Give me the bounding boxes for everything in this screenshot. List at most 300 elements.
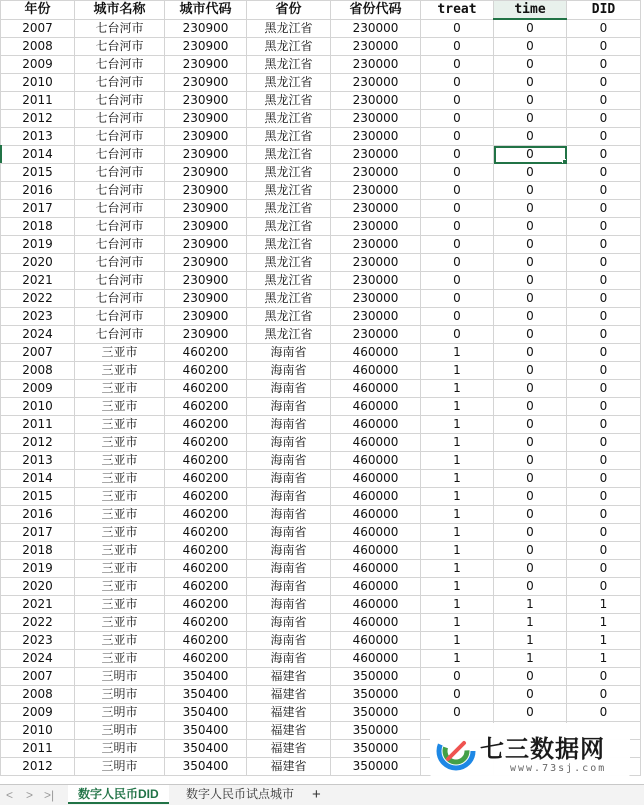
table-cell[interactable]: 2024 xyxy=(1,650,75,668)
table-cell[interactable]: 230000 xyxy=(331,19,421,38)
table-cell[interactable]: 230000 xyxy=(331,56,421,74)
table-cell[interactable]: 0 xyxy=(567,704,641,722)
table-cell[interactable]: 七台河市 xyxy=(75,254,165,272)
table-cell[interactable]: 七台河市 xyxy=(75,19,165,38)
table-cell[interactable]: 0 xyxy=(567,326,641,344)
table-cell[interactable]: 0 xyxy=(494,38,567,56)
table-cell[interactable]: 0 xyxy=(494,470,567,488)
table-cell[interactable]: 230900 xyxy=(165,146,247,164)
table-cell[interactable]: 350000 xyxy=(331,758,421,776)
table-cell[interactable]: 460200 xyxy=(165,578,247,596)
table-cell[interactable]: 0 xyxy=(421,200,494,218)
table-cell[interactable]: 海南省 xyxy=(247,362,331,380)
table-cell[interactable]: 2016 xyxy=(1,182,75,200)
table-cell[interactable]: 海南省 xyxy=(247,650,331,668)
table-cell[interactable]: 三亚市 xyxy=(75,614,165,632)
table-cell[interactable]: 0 xyxy=(567,380,641,398)
table-cell[interactable]: 350000 xyxy=(331,686,421,704)
table-cell[interactable]: 黑龙江省 xyxy=(247,110,331,128)
column-header-1[interactable]: 年份 xyxy=(1,1,75,20)
table-cell[interactable]: 460000 xyxy=(331,578,421,596)
table-cell[interactable]: 0 xyxy=(494,200,567,218)
table-cell[interactable]: 230000 xyxy=(331,128,421,146)
table-cell[interactable]: 350400 xyxy=(165,758,247,776)
table-cell[interactable]: 黑龙江省 xyxy=(247,254,331,272)
table-cell[interactable]: 海南省 xyxy=(247,434,331,452)
table-cell[interactable]: 460200 xyxy=(165,344,247,362)
table-cell[interactable]: 0 xyxy=(494,524,567,542)
table-cell[interactable]: 0 xyxy=(567,686,641,704)
table-cell[interactable]: 230900 xyxy=(165,56,247,74)
table-cell[interactable]: 1 xyxy=(421,488,494,506)
table-cell[interactable]: 230000 xyxy=(331,38,421,56)
table-cell[interactable]: 0 xyxy=(494,164,567,182)
table-cell[interactable]: 2013 xyxy=(1,128,75,146)
table-cell[interactable]: 2007 xyxy=(1,668,75,686)
table-cell[interactable]: 460000 xyxy=(331,650,421,668)
table-cell[interactable]: 0 xyxy=(494,326,567,344)
table-cell[interactable]: 0 xyxy=(567,434,641,452)
table-cell[interactable]: 0 xyxy=(567,668,641,686)
table-cell[interactable]: 三亚市 xyxy=(75,524,165,542)
table-cell[interactable]: 230000 xyxy=(331,200,421,218)
table-cell[interactable]: 三亚市 xyxy=(75,578,165,596)
table-cell[interactable]: 2023 xyxy=(1,308,75,326)
table-cell[interactable]: 2008 xyxy=(1,38,75,56)
table-cell[interactable]: 0 xyxy=(494,560,567,578)
table-cell[interactable]: 2012 xyxy=(1,434,75,452)
table-cell[interactable]: 460000 xyxy=(331,596,421,614)
table-cell[interactable]: 0 xyxy=(421,128,494,146)
table-cell[interactable]: 0 xyxy=(421,19,494,38)
table-cell[interactable]: 0 xyxy=(567,56,641,74)
table-cell[interactable]: 黑龙江省 xyxy=(247,236,331,254)
table-cell[interactable]: 230000 xyxy=(331,146,421,164)
table-cell[interactable]: 海南省 xyxy=(247,488,331,506)
table-cell[interactable]: 1 xyxy=(494,632,567,650)
table-cell[interactable]: 0 xyxy=(567,308,641,326)
table-cell[interactable]: 2008 xyxy=(1,362,75,380)
table-cell[interactable]: 0 xyxy=(494,290,567,308)
tab-sheet-did[interactable]: 数字人民币DID xyxy=(68,785,169,804)
table-cell[interactable]: 三亚市 xyxy=(75,434,165,452)
table-cell[interactable]: 福建省 xyxy=(247,722,331,740)
table-cell[interactable]: 460000 xyxy=(331,614,421,632)
table-cell[interactable]: 460200 xyxy=(165,596,247,614)
column-header-7[interactable]: time xyxy=(494,1,567,20)
table-cell[interactable]: 七台河市 xyxy=(75,308,165,326)
table-cell[interactable]: 230000 xyxy=(331,182,421,200)
table-cell[interactable]: 2015 xyxy=(1,488,75,506)
table-cell[interactable]: 2012 xyxy=(1,758,75,776)
table-cell[interactable]: 0 xyxy=(567,506,641,524)
table-cell[interactable]: 2023 xyxy=(1,632,75,650)
table-cell[interactable]: 0 xyxy=(494,308,567,326)
table-cell[interactable]: 黑龙江省 xyxy=(247,290,331,308)
table-cell[interactable]: 230900 xyxy=(165,272,247,290)
table-cell[interactable]: 0 xyxy=(494,56,567,74)
table-cell[interactable]: 七台河市 xyxy=(75,74,165,92)
table-cell[interactable]: 230000 xyxy=(331,110,421,128)
table-cell[interactable]: 0 xyxy=(421,56,494,74)
table-cell[interactable]: 230900 xyxy=(165,290,247,308)
table-cell[interactable]: 黑龙江省 xyxy=(247,200,331,218)
table-cell[interactable]: 460000 xyxy=(331,542,421,560)
table-cell[interactable]: 三亚市 xyxy=(75,362,165,380)
table-cell[interactable]: 230900 xyxy=(165,19,247,38)
table-cell[interactable]: 海南省 xyxy=(247,398,331,416)
table-cell[interactable]: 1 xyxy=(421,632,494,650)
table-cell[interactable]: 2022 xyxy=(1,614,75,632)
table-cell[interactable]: 230000 xyxy=(331,92,421,110)
table-cell[interactable]: 350400 xyxy=(165,686,247,704)
table-cell[interactable]: 1 xyxy=(421,452,494,470)
table-cell[interactable]: 2021 xyxy=(1,272,75,290)
table-cell[interactable]: 0 xyxy=(421,92,494,110)
table-cell[interactable]: 黑龙江省 xyxy=(247,218,331,236)
table-cell[interactable]: 1 xyxy=(494,650,567,668)
table-cell[interactable]: 230900 xyxy=(165,110,247,128)
table-cell[interactable]: 460000 xyxy=(331,416,421,434)
table-cell[interactable]: 460000 xyxy=(331,506,421,524)
table-cell[interactable]: 0 xyxy=(421,110,494,128)
table-cell[interactable]: 230000 xyxy=(331,254,421,272)
table-cell[interactable]: 0 xyxy=(567,74,641,92)
table-cell[interactable]: 460200 xyxy=(165,398,247,416)
table-cell[interactable]: 460000 xyxy=(331,344,421,362)
table-cell[interactable]: 2022 xyxy=(1,290,75,308)
table-cell[interactable]: 七台河市 xyxy=(75,272,165,290)
table-cell[interactable]: 2021 xyxy=(1,596,75,614)
table-cell[interactable]: 1 xyxy=(421,650,494,668)
table-cell[interactable]: 黑龙江省 xyxy=(247,164,331,182)
table-cell[interactable]: 1 xyxy=(421,560,494,578)
table-cell[interactable]: 2013 xyxy=(1,452,75,470)
table-cell[interactable]: 2009 xyxy=(1,704,75,722)
table-cell[interactable]: 350000 xyxy=(331,668,421,686)
table-cell[interactable]: 0 xyxy=(494,254,567,272)
table-cell[interactable]: 三明市 xyxy=(75,722,165,740)
table-cell[interactable]: 460200 xyxy=(165,506,247,524)
table-cell[interactable]: 350400 xyxy=(165,740,247,758)
table-cell[interactable]: 2011 xyxy=(1,92,75,110)
table-cell[interactable]: 海南省 xyxy=(247,596,331,614)
table-cell[interactable]: 0 xyxy=(494,398,567,416)
table-cell[interactable]: 海南省 xyxy=(247,452,331,470)
table-cell[interactable]: 230000 xyxy=(331,272,421,290)
table-cell[interactable]: 0 xyxy=(421,146,494,164)
table-cell[interactable]: 三亚市 xyxy=(75,632,165,650)
table-cell[interactable]: 460000 xyxy=(331,380,421,398)
table-cell[interactable]: 0 xyxy=(494,92,567,110)
table-cell[interactable]: 0 xyxy=(421,326,494,344)
table-cell[interactable]: 460200 xyxy=(165,614,247,632)
table-cell[interactable]: 1 xyxy=(567,632,641,650)
table-cell[interactable]: 230900 xyxy=(165,218,247,236)
table-cell[interactable]: 2012 xyxy=(1,110,75,128)
table-cell[interactable]: 0 xyxy=(567,362,641,380)
table-cell[interactable]: 七台河市 xyxy=(75,110,165,128)
table-cell[interactable]: 230900 xyxy=(165,182,247,200)
table-cell[interactable]: 七台河市 xyxy=(75,218,165,236)
table-cell[interactable]: 三亚市 xyxy=(75,344,165,362)
table-cell[interactable]: 460200 xyxy=(165,650,247,668)
table-cell[interactable]: 0 xyxy=(494,686,567,704)
table-cell[interactable]: 七台河市 xyxy=(75,146,165,164)
table-cell[interactable]: 0 xyxy=(567,254,641,272)
table-cell[interactable]: 1 xyxy=(421,362,494,380)
table-cell[interactable]: 1 xyxy=(494,614,567,632)
table-cell[interactable]: 海南省 xyxy=(247,380,331,398)
table-cell[interactable]: 黑龙江省 xyxy=(247,272,331,290)
table-cell[interactable]: 1 xyxy=(567,596,641,614)
table-cell[interactable]: 0 xyxy=(494,344,567,362)
table-cell[interactable]: 230000 xyxy=(331,236,421,254)
table-cell[interactable]: 0 xyxy=(567,19,641,38)
table-cell[interactable]: 2010 xyxy=(1,74,75,92)
table-cell[interactable]: 2017 xyxy=(1,200,75,218)
table-cell[interactable]: 七台河市 xyxy=(75,164,165,182)
table-cell[interactable]: 黑龙江省 xyxy=(247,326,331,344)
table-cell[interactable]: 黑龙江省 xyxy=(247,128,331,146)
table-cell[interactable]: 2015 xyxy=(1,164,75,182)
table-cell[interactable]: 0 xyxy=(494,19,567,38)
table-cell[interactable]: 海南省 xyxy=(247,632,331,650)
table-cell[interactable]: 0 xyxy=(567,164,641,182)
table-cell[interactable]: 0 xyxy=(494,74,567,92)
table-cell[interactable]: 230900 xyxy=(165,38,247,56)
table-cell[interactable]: 0 xyxy=(421,704,494,722)
column-header-3[interactable]: 城市代码 xyxy=(165,1,247,20)
table-cell[interactable]: 230000 xyxy=(331,308,421,326)
table-cell[interactable]: 2017 xyxy=(1,524,75,542)
table-cell[interactable]: 350000 xyxy=(331,740,421,758)
table-cell[interactable]: 350000 xyxy=(331,704,421,722)
table-cell[interactable]: 三亚市 xyxy=(75,560,165,578)
table-cell[interactable]: 1 xyxy=(421,416,494,434)
active-cell[interactable]: 0 xyxy=(494,146,567,164)
table-cell[interactable]: 460200 xyxy=(165,434,247,452)
table-cell[interactable]: 0 xyxy=(567,578,641,596)
table-cell[interactable]: 460200 xyxy=(165,416,247,434)
table-cell[interactable]: 七台河市 xyxy=(75,38,165,56)
table-cell[interactable]: 230900 xyxy=(165,200,247,218)
table-cell[interactable]: 海南省 xyxy=(247,524,331,542)
table-cell[interactable]: 0 xyxy=(421,308,494,326)
table-cell[interactable]: 海南省 xyxy=(247,470,331,488)
table-cell[interactable]: 1 xyxy=(421,344,494,362)
table-cell[interactable]: 0 xyxy=(567,236,641,254)
table-cell[interactable]: 七台河市 xyxy=(75,290,165,308)
table-cell[interactable]: 三明市 xyxy=(75,704,165,722)
table-cell[interactable]: 460200 xyxy=(165,560,247,578)
table-cell[interactable]: 350000 xyxy=(331,722,421,740)
table-cell[interactable]: 黑龙江省 xyxy=(247,38,331,56)
table-cell[interactable]: 230900 xyxy=(165,92,247,110)
table-cell[interactable]: 2020 xyxy=(1,254,75,272)
column-header-2[interactable]: 城市名称 xyxy=(75,1,165,20)
table-cell[interactable]: 2008 xyxy=(1,686,75,704)
table-cell[interactable]: 0 xyxy=(567,182,641,200)
table-cell[interactable]: 0 xyxy=(567,398,641,416)
table-cell[interactable]: 230000 xyxy=(331,290,421,308)
table-cell[interactable]: 三亚市 xyxy=(75,596,165,614)
table-cell[interactable]: 1 xyxy=(421,614,494,632)
table-cell[interactable]: 1 xyxy=(421,398,494,416)
table-cell[interactable]: 三亚市 xyxy=(75,650,165,668)
table-cell[interactable]: 230000 xyxy=(331,74,421,92)
table-cell[interactable]: 0 xyxy=(494,380,567,398)
table-cell[interactable]: 0 xyxy=(567,560,641,578)
table-cell[interactable]: 0 xyxy=(494,434,567,452)
table-cell[interactable]: 黑龙江省 xyxy=(247,74,331,92)
table-cell[interactable]: 1 xyxy=(567,614,641,632)
table-cell[interactable]: 460000 xyxy=(331,362,421,380)
table-cell[interactable]: 三明市 xyxy=(75,758,165,776)
table-cell[interactable]: 1 xyxy=(421,578,494,596)
table-cell[interactable]: 1 xyxy=(494,596,567,614)
table-cell[interactable]: 1 xyxy=(421,596,494,614)
table-cell[interactable]: 0 xyxy=(494,488,567,506)
table-cell[interactable]: 三明市 xyxy=(75,740,165,758)
table-cell[interactable]: 三亚市 xyxy=(75,542,165,560)
table-cell[interactable]: 1 xyxy=(421,524,494,542)
table-cell[interactable]: 460000 xyxy=(331,398,421,416)
table-cell[interactable]: 230900 xyxy=(165,164,247,182)
table-cell[interactable]: 1 xyxy=(421,542,494,560)
table-cell[interactable]: 福建省 xyxy=(247,686,331,704)
table-cell[interactable]: 230900 xyxy=(165,308,247,326)
table-cell[interactable]: 0 xyxy=(421,686,494,704)
table-cell[interactable]: 七台河市 xyxy=(75,182,165,200)
table-cell[interactable]: 海南省 xyxy=(247,578,331,596)
table-cell[interactable]: 0 xyxy=(494,218,567,236)
table-cell[interactable]: 0 xyxy=(494,362,567,380)
table-cell[interactable]: 1 xyxy=(567,650,641,668)
table-cell[interactable]: 0 xyxy=(421,182,494,200)
table-cell[interactable]: 三亚市 xyxy=(75,380,165,398)
table-cell[interactable]: 230000 xyxy=(331,164,421,182)
table-cell[interactable]: 2009 xyxy=(1,56,75,74)
table-cell[interactable]: 0 xyxy=(567,200,641,218)
table-cell[interactable]: 海南省 xyxy=(247,542,331,560)
table-cell[interactable]: 2010 xyxy=(1,398,75,416)
table-cell[interactable]: 0 xyxy=(567,128,641,146)
table-cell[interactable]: 福建省 xyxy=(247,740,331,758)
table-cell[interactable]: 福建省 xyxy=(247,704,331,722)
table-cell[interactable]: 七台河市 xyxy=(75,92,165,110)
table-cell[interactable]: 0 xyxy=(494,128,567,146)
table-cell[interactable]: 海南省 xyxy=(247,344,331,362)
tab-scroll-prev-icon[interactable]: < xyxy=(6,788,14,802)
table-cell[interactable]: 230900 xyxy=(165,326,247,344)
table-cell[interactable]: 2020 xyxy=(1,578,75,596)
table-cell[interactable]: 0 xyxy=(567,542,641,560)
table-cell[interactable]: 三亚市 xyxy=(75,452,165,470)
column-header-6[interactable]: treat xyxy=(421,1,494,20)
tab-scroll-next-icon[interactable]: > xyxy=(26,788,34,802)
table-cell[interactable]: 2007 xyxy=(1,19,75,38)
table-cell[interactable]: 2011 xyxy=(1,740,75,758)
column-header-4[interactable]: 省份 xyxy=(247,1,331,20)
table-cell[interactable]: 福建省 xyxy=(247,758,331,776)
table-cell[interactable]: 460000 xyxy=(331,632,421,650)
table-cell[interactable]: 350400 xyxy=(165,722,247,740)
table-cell[interactable]: 230000 xyxy=(331,218,421,236)
table-cell[interactable]: 七台河市 xyxy=(75,56,165,74)
table-cell[interactable]: 2019 xyxy=(1,560,75,578)
table-cell[interactable]: 七台河市 xyxy=(75,128,165,146)
table-cell[interactable]: 0 xyxy=(567,470,641,488)
table-cell[interactable]: 黑龙江省 xyxy=(247,182,331,200)
table-cell[interactable]: 七台河市 xyxy=(75,326,165,344)
table-cell[interactable]: 460000 xyxy=(331,434,421,452)
table-cell[interactable]: 0 xyxy=(567,38,641,56)
table-cell[interactable]: 2018 xyxy=(1,542,75,560)
table-cell[interactable]: 海南省 xyxy=(247,416,331,434)
table-cell[interactable]: 三明市 xyxy=(75,686,165,704)
table-cell[interactable]: 三亚市 xyxy=(75,470,165,488)
table-cell[interactable]: 0 xyxy=(421,74,494,92)
table-cell[interactable]: 0 xyxy=(567,218,641,236)
table-cell[interactable]: 2016 xyxy=(1,506,75,524)
table-cell[interactable]: 黑龙江省 xyxy=(247,56,331,74)
table-cell[interactable]: 460000 xyxy=(331,488,421,506)
table-cell[interactable]: 0 xyxy=(421,290,494,308)
table-cell[interactable]: 460200 xyxy=(165,524,247,542)
table-cell[interactable]: 0 xyxy=(567,110,641,128)
table-cell[interactable]: 1 xyxy=(421,506,494,524)
table-cell[interactable]: 2010 xyxy=(1,722,75,740)
table-cell[interactable]: 0 xyxy=(567,452,641,470)
table-cell[interactable]: 230900 xyxy=(165,254,247,272)
tab-sheet-pilot-cities[interactable]: 数字人民币试点城市 xyxy=(186,787,295,801)
table-cell[interactable]: 七台河市 xyxy=(75,236,165,254)
table-cell[interactable]: 0 xyxy=(567,488,641,506)
table-cell[interactable]: 三亚市 xyxy=(75,398,165,416)
table-cell[interactable]: 350400 xyxy=(165,668,247,686)
table-cell[interactable]: 0 xyxy=(421,164,494,182)
table-cell[interactable]: 0 xyxy=(494,542,567,560)
table-cell[interactable]: 460200 xyxy=(165,452,247,470)
table-cell[interactable]: 230900 xyxy=(165,74,247,92)
table-cell[interactable]: 0 xyxy=(567,146,641,164)
table-cell[interactable]: 230900 xyxy=(165,236,247,254)
table-cell[interactable]: 黑龙江省 xyxy=(247,92,331,110)
table-cell[interactable]: 2018 xyxy=(1,218,75,236)
table-cell[interactable]: 黑龙江省 xyxy=(247,146,331,164)
table-cell[interactable]: 2009 xyxy=(1,380,75,398)
table-cell[interactable]: 三亚市 xyxy=(75,416,165,434)
table-cell[interactable]: 0 xyxy=(567,344,641,362)
add-sheet-button[interactable]: + xyxy=(312,786,321,803)
table-cell[interactable]: 黑龙江省 xyxy=(247,308,331,326)
column-header-8[interactable]: DID xyxy=(567,1,641,20)
table-cell[interactable]: 0 xyxy=(494,506,567,524)
table-cell[interactable]: 0 xyxy=(494,452,567,470)
table-cell[interactable]: 460000 xyxy=(331,452,421,470)
table-cell[interactable]: 460200 xyxy=(165,632,247,650)
table-cell[interactable]: 1 xyxy=(421,470,494,488)
table-cell[interactable]: 2019 xyxy=(1,236,75,254)
table-cell[interactable]: 0 xyxy=(421,668,494,686)
table-cell[interactable]: 350400 xyxy=(165,704,247,722)
table-cell[interactable]: 黑龙江省 xyxy=(247,19,331,38)
table-cell[interactable]: 0 xyxy=(421,254,494,272)
table-cell[interactable]: 三亚市 xyxy=(75,488,165,506)
table-cell[interactable]: 0 xyxy=(421,38,494,56)
table-cell[interactable]: 460000 xyxy=(331,560,421,578)
